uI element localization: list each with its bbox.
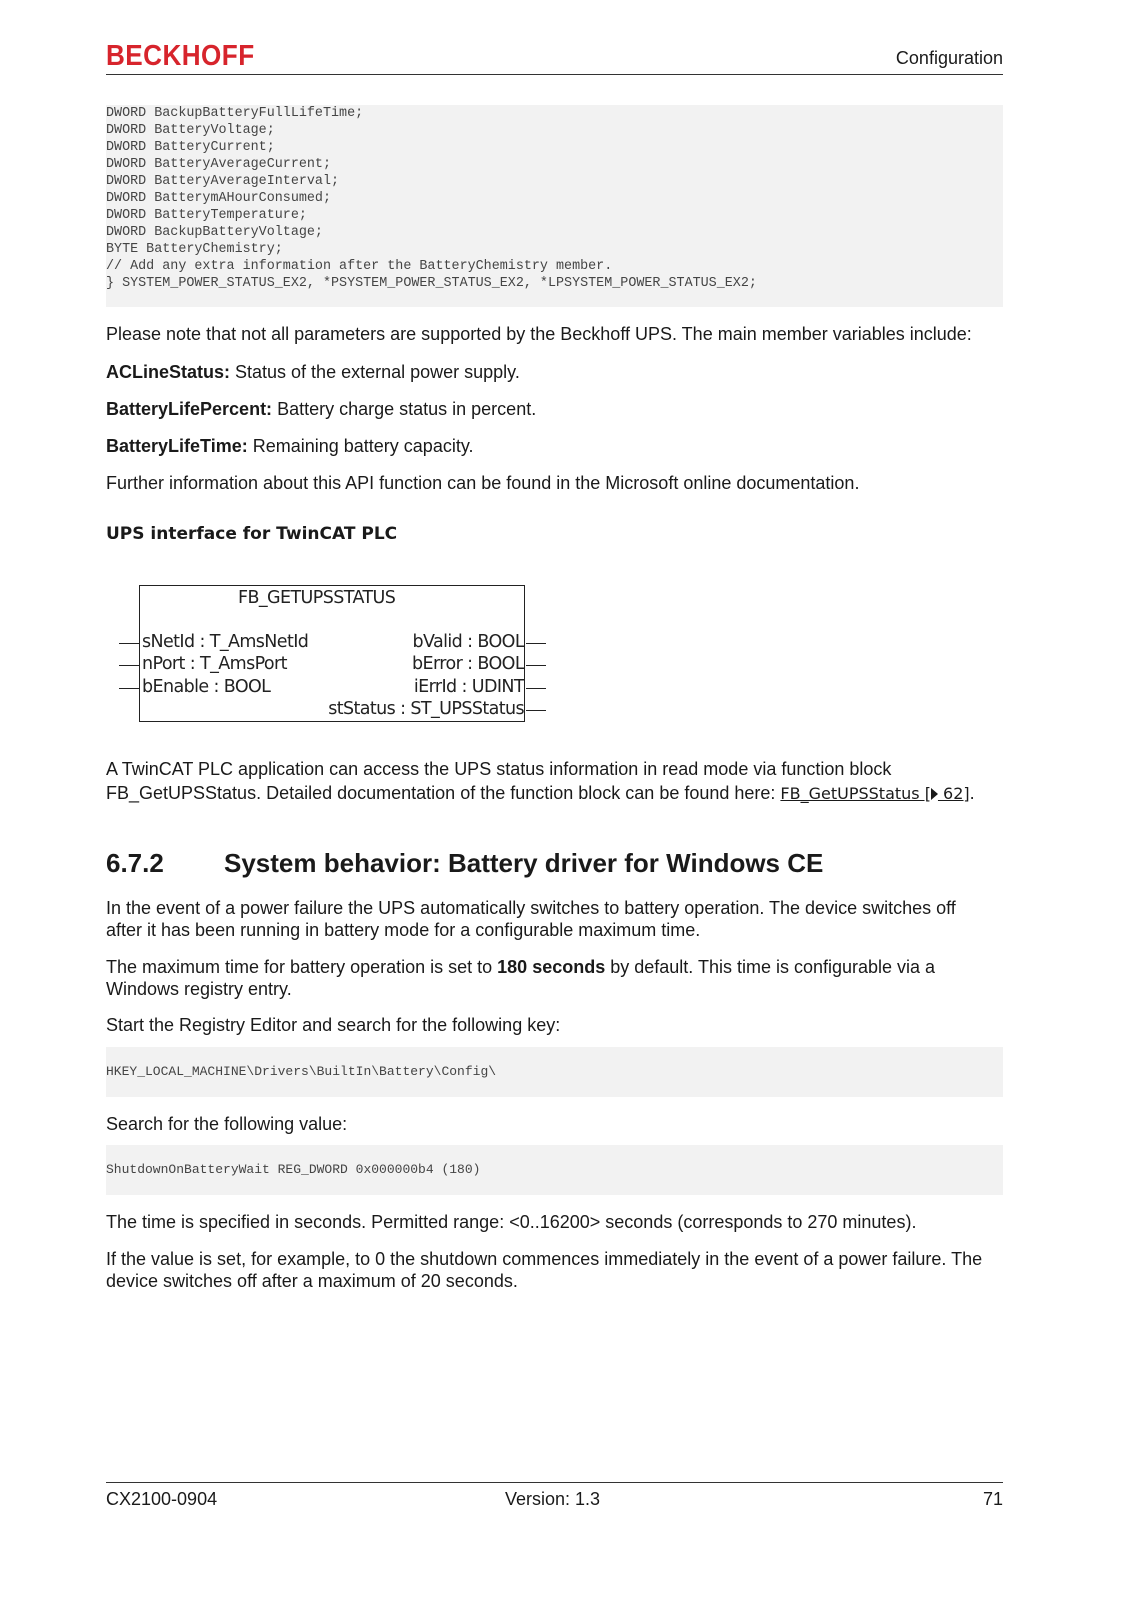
fb-input: nPort : T_AmsPort [142,654,287,674]
registry-value-code: ShutdownOnBatteryWait REG_DWORD 0x000000b4 (180) [106,1145,1003,1195]
page-arrow-icon [931,788,938,800]
param-batterylifetime [106,435,1006,457]
code-line: DWORD BatteryVoltage; [106,123,275,138]
fb-input: sNetId : T_AmsNetId [142,632,309,652]
parameters-note: Please note that not all parameters are supported by the Beckhoff UPS. The main member variables include: [106,324,972,344]
code-line: DWORD BatteryCurrent; [106,140,275,155]
code-line: // Add any extra information after the BatteryChemistry member. [106,259,613,274]
sentence-end: . [969,783,975,803]
code-line: DWORD BackupBatteryFullLifeTime; [106,106,364,121]
section-paragraph-4: Search for the following value: [106,1114,348,1134]
code-line: DWORD BackupBatteryVoltage; [106,225,323,240]
beckhoff-logo: BECKHOFF [106,40,255,72]
link-page: 62] [937,784,970,803]
footer-page-number: 71 [982,1489,1003,1509]
fb-getupsstatus-link[interactable] [780,784,969,803]
output-pin [526,710,546,711]
section-number: 6.7.2 [106,848,164,878]
section-paragraph-1: In the event of a power failure the UPS automatically switches to battery operation. The device switches off after it has been running in battery mode for a configurable maximum time. [106,898,956,940]
registry-key-code: HKEY_LOCAL_MACHINE\Drivers\BuiltIn\Battery\Config\ [106,1047,1003,1097]
param-desc: Battery charge status in percent. [272,399,537,419]
plc-description-2 [106,782,1006,805]
plc-description-text: FB_GetUPSStatus. Detailed documentation of the function block can be found here: [106,783,781,803]
fb-output: iErrId : UDINT [413,677,524,697]
further-info: Further information about this API function can be found in the Microsoft online documentation. [106,473,860,493]
footer-version: Version: 1.3 [505,1489,601,1509]
output-pin [526,665,546,666]
input-pin [119,643,139,644]
param-name: BatteryLifePercent: [106,399,273,419]
param-desc: Status of the external power supply. [230,362,520,382]
text: The maximum time for battery operation is set to [106,957,498,977]
section-heading [106,848,823,879]
code-line: BYTE BatteryChemistry; [106,242,283,257]
fb-input: bEnable : BOOL [142,677,271,697]
struct-code-block [106,105,1003,307]
code-line: DWORD BatteryAverageCurrent; [106,157,331,172]
fb-output: stStatus : ST_UPSStatus [328,699,524,719]
param-name: BatteryLifeTime: [106,436,248,456]
code-line: DWORD BatteryAverageInterval; [106,174,340,189]
param-aclinestatus [106,361,1006,383]
code-line: } SYSTEM_POWER_STATUS_EX2, *PSYSTEM_POWER_STATUS_EX2, *LPSYSTEM_POWER_STATUS_EX2; [106,276,757,291]
section-paragraph-2 [106,956,996,1000]
plc-subheading: UPS interface for TwinCAT PLC [106,524,398,544]
fb-output: bError : BOOL [412,654,524,674]
input-pin [119,665,139,666]
bold-text: 180 seconds [497,957,606,977]
code-line: DWORD BatterymAHourConsumed; [106,191,331,206]
fb-output: bValid : BOOL [412,632,524,652]
footer-divider [106,1482,1003,1483]
output-pin [526,688,546,689]
header-divider [106,74,1003,75]
param-desc: Remaining battery capacity. [247,436,474,456]
section-paragraph-3: Start the Registry Editor and search for the following key: [106,1015,561,1035]
input-pin [119,688,139,689]
output-pin [526,643,546,644]
code-line: DWORD BatteryTemperature; [106,208,307,223]
footer-doc-id: CX2100-0904 [106,1489,218,1509]
section-title: System behavior: Battery driver for Windows CE [224,848,824,878]
plc-description-1: A TwinCAT PLC application can access the UPS status information in read mode via function block [106,759,892,779]
section-paragraph-5: The time is specified in seconds. Permitted range: <0..16200> seconds (corresponds to 270 minutes). [106,1212,917,1232]
section-paragraph-6: If the value is set, for example, to 0 the shutdown commences immediately in the event of a power failure. The device switches off after a maximum of 20 seconds. [106,1249,983,1291]
fb-title: FB_GETUPSSTATUS [238,588,396,608]
param-batterylifepercent [106,398,1006,420]
param-name: ACLineStatus: [106,362,231,382]
chapter-title: Configuration [895,48,1003,68]
text: by default. This time is configurable via a Windows registry entry. [106,957,936,999]
link-label: FB_GetUPSStatus [ [780,784,931,803]
